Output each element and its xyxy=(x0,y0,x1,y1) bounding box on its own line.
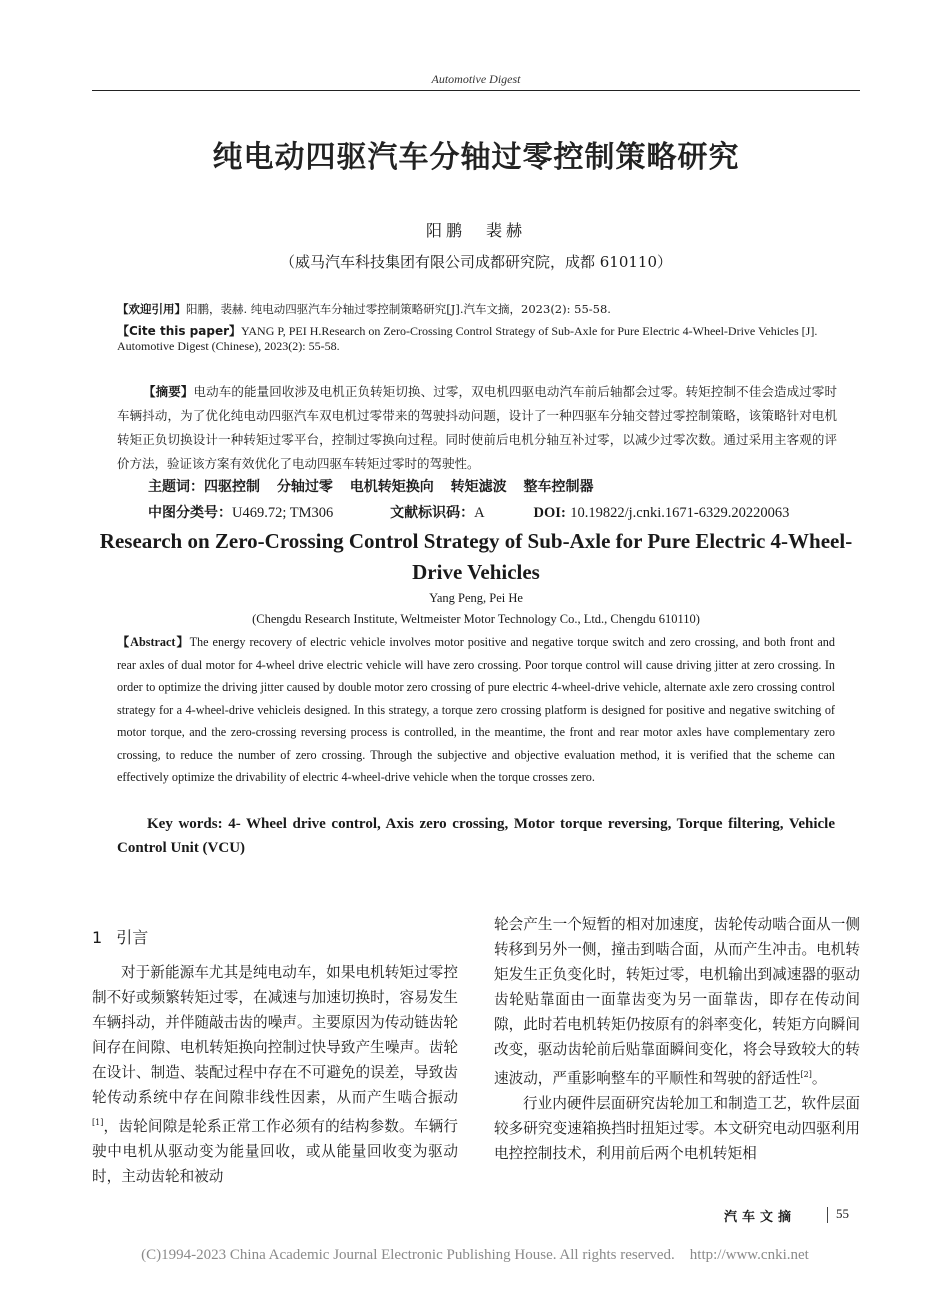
body-paragraph: 行业内硬件层面研究齿轮加工和制造工艺，软件层面较多研究变速箱换挡时扭矩过零。本文研究电动四驱利用电控控制技术，利用前后两个电机转矩相 xyxy=(494,1094,860,1162)
citation-zh-label: 【欢迎引用】 xyxy=(117,302,186,316)
doc-label: 文献标识码： xyxy=(390,505,475,521)
keyword-item: 电机转矩换向 xyxy=(349,479,434,495)
authors-zh: 阳鹏 裴赫 xyxy=(425,221,526,240)
affiliation-en: (Chengdu Research Institute, Weltmeister Motor Technology Co., Ltd., Chengdu 610110) xyxy=(252,612,700,626)
abstract-zh xyxy=(117,380,837,476)
paragraph-text: 。 xyxy=(811,1069,827,1087)
citation-en xyxy=(117,324,837,354)
citation-zh xyxy=(117,302,837,317)
reference-marker: [1] xyxy=(92,1118,104,1127)
body-paragraph xyxy=(494,912,860,1091)
keywords-en: Key words: 4- Wheel drive control, Axis zero crossing, Motor torque reversing, Torque filtering, Vehicle Control Unit (VCU) xyxy=(117,816,835,856)
abstract-zh-label: 【摘要】 xyxy=(143,384,194,399)
clc-value: U469.72; TM306 xyxy=(232,505,334,521)
authors-en: Yang Peng, Pei He xyxy=(429,591,523,605)
keyword-item: 分轴过零 xyxy=(276,479,333,495)
paragraph-text: 轮会产生一个短暂的相对加速度，齿轮传动啮合面从一侧转移到另外一侧，撞击到啮合面，从而产生冲击。电机转矩发生正负变化时，转矩过零，电机输出到减速器的驱动齿轮贴靠面由一面靠齿变为另一面靠齿，即存在传动间隙，此时若电机转矩仍按原有的斜率变化，转矩方向瞬间改变，驱动齿轮前后贴靠面瞬间变化，将会导致较大的转速波动，严重影响整车的平顺性和驾驶的舒适性 xyxy=(494,916,860,1087)
paragraph-text: ，齿轮间隙是轮系正常工作必须有的结构参数。车辆行驶中电机从驱动变为能量回收，或从能量回收变为驱动时，主动齿轮和被动 xyxy=(92,1117,458,1185)
citation-zh-text: 阳鹏，裴赫. 纯电动四驱汽车分轴过零控制策略研究[J].汽车文摘，2023(2): 55-58. xyxy=(186,302,611,316)
section-number: 1 xyxy=(92,928,103,947)
paragraph-text: 对于新能源车尤其是纯电动车，如果电机转矩过零控制不好或频繁转矩过零，在减速与加速切换时，容易发生车辆抖动，并伴随敲击齿的噪声。主要原因为传动链齿轮间存在间隙、电机转矩换向控制过快导致产生噪声。齿轮在设计、制造、装配过程中存在不可避免的误差，导致齿轮传动系统中存在间隙非线性因素，从而产生啮合振动 xyxy=(92,964,458,1106)
keywords-zh xyxy=(148,476,848,496)
header-rule xyxy=(92,90,860,91)
keywords-zh-label: 主题词： xyxy=(148,479,204,495)
page-number: 55 xyxy=(836,1206,849,1221)
body-column-left xyxy=(92,960,458,1189)
abstract-zh-text: 电动车的能量回收涉及电机正负转矩切换、过零，双电机四驱电动汽车前后轴都会过零。转矩控制不佳会造成过零时车辆抖动，为了优化纯电动四驱汽车双电机过零带来的驾驶抖动问题，设计了一种四驱车分轴交替过零控制策略，该策略针对电机转矩正负切换设计一种转矩过零平台，控制过零换向过程。同时使前后电机分轴互补过零，以减少过零次数。通过采用主客观的评价方法，验证该方案有效优化了电动四驱车转矩过零时的驾驶性。 xyxy=(117,384,837,471)
clc-label: 中图分类号： xyxy=(148,505,232,521)
body-paragraph xyxy=(92,960,458,1189)
keyword-item: 转矩滤波 xyxy=(450,479,507,495)
footer-journal-name: 汽车文摘 xyxy=(724,1210,797,1225)
paper-title-zh: 纯电动四驱汽车分轴过零控制策略研究 xyxy=(212,140,740,175)
keyword-item: 四驱控制 xyxy=(204,479,260,495)
abstract-en xyxy=(117,631,835,789)
section-title: 引言 xyxy=(116,928,149,947)
reference-marker: [2] xyxy=(800,1070,812,1079)
citation-en-label: 【Cite this paper】 xyxy=(117,324,242,338)
section-heading xyxy=(92,925,148,948)
keyword-item: 整车控制器 xyxy=(523,479,594,495)
citation-en-text: YANG P, PEI H.Research on Zero-Crossing Control Strategy of Sub-Axle for Pure Electric 4-Wheel-Drive Vehicles [J]. Automotive Digest (Chinese), 2023(2): 55-58. xyxy=(117,324,818,353)
doi-value: 10.19822/j.cnki.1671-6329.20220063 xyxy=(570,505,790,521)
body-column-right xyxy=(494,912,860,1166)
footer-separator xyxy=(827,1207,828,1223)
abstract-en-label: 【Abstract】 xyxy=(117,635,190,649)
abstract-en-text: The energy recovery of electric vehicle involves motor positive and negative torque switch and zero crossing, and both front and rear axles of dual motor for 4-wheel drive electric vehicle will have zero crossing. Poor torque control will cause driving jitter at zero crossing. In order to optimize the driving jitter caused by double motor zero crossing of pure electric 4-wheel-drive vehicle, alternate axle zero crossing control strategy for a 4-wheel-drive vehicleis designed. In this strategy, a torque zero crossing platform is designed for positive and negative switching of motor torque, and the zero-crossing reversing process is controlled, in the meantime, the front and rear motor axles have complementary zero crossing, to reduce the number of zero crossing. Through the subjective and objective evaluation method, it is verified that the scheme can effectively optimize the drivability of electric 4-wheel-drive vehicle when the torque crosses zero. xyxy=(117,635,835,784)
copyright-notice: (C)1994-2023 China Academic Journal Electronic Publishing House. All rights reserved. http://www.cnki.net xyxy=(141,1247,809,1263)
running-header: Automotive Digest xyxy=(431,72,521,86)
classification-line xyxy=(148,502,848,522)
paper-title-en: Research on Zero-Crossing Control Strategy of Sub-Axle for Pure Electric 4-Wheel-Drive Vehicles xyxy=(99,529,853,584)
doi-label: DOI: xyxy=(533,505,566,521)
doc-value: A xyxy=(474,505,485,521)
affiliation-zh: （威马汽车科技集团有限公司成都研究院，成都 610110） xyxy=(279,253,673,271)
